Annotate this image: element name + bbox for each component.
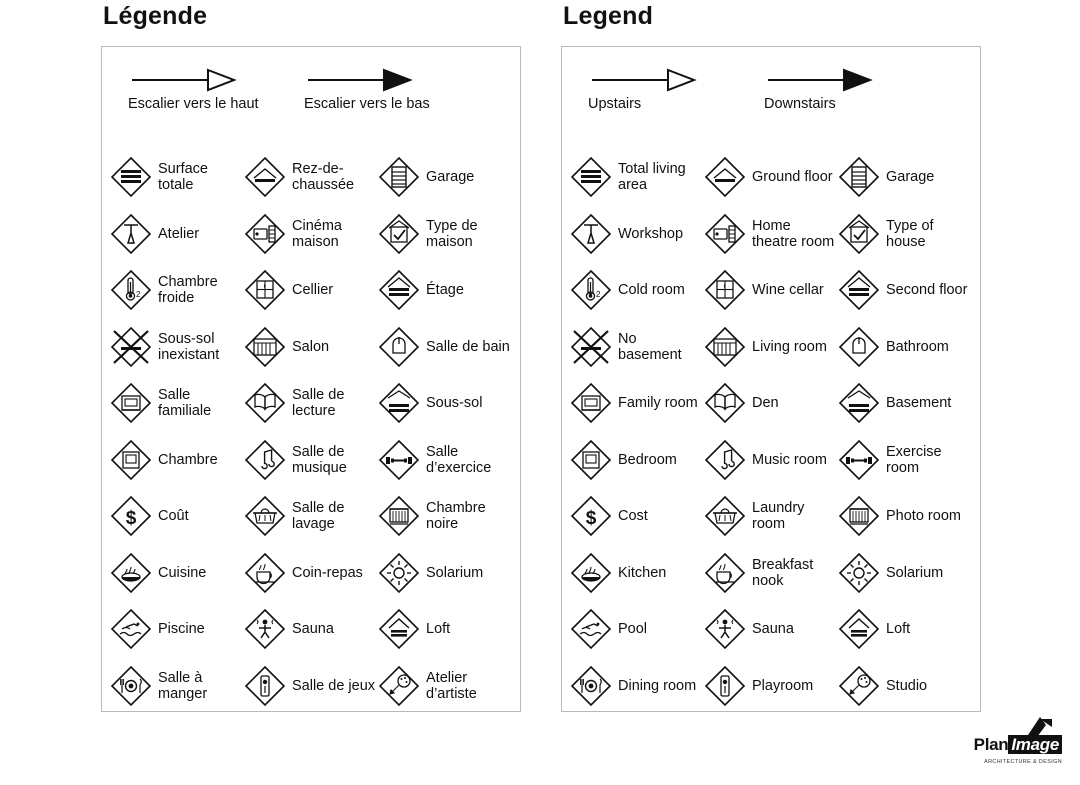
cold-room-icon [110,269,152,311]
loft-icon [838,608,880,650]
legend-item-label: Basement [886,395,952,412]
home-theatre-icon [244,213,286,255]
legend-item [110,319,244,376]
legend-arrow-downstairs [302,67,482,113]
legend-item [570,432,704,489]
legend-item [704,545,838,602]
studio-icon [378,665,420,707]
legend-item-label: Chambre froide [158,274,218,307]
legend-item [110,149,244,206]
kitchen-icon [110,552,152,594]
legend-item [110,545,244,602]
legend-item [110,262,244,319]
legend-item [244,545,378,602]
legend-item-label: Studio [886,677,928,694]
svg-text:$: $ [125,508,137,530]
page-title-fr: Légende [103,2,208,30]
svg-text:2: 2 [596,290,601,300]
legend-item-label: Type of house [886,217,934,250]
arrow-outline-right-icon [130,67,240,93]
legend-item [110,432,244,489]
family-room-icon [110,382,152,424]
music-room-icon [244,439,286,481]
legend-item [570,488,704,545]
legend-item [704,488,838,545]
legend-item-label: Solarium [426,564,484,581]
loft-icon [378,608,420,650]
legend-item-label: Ground floor [752,169,833,186]
legend-item [110,206,244,263]
second-floor-icon [838,269,880,311]
cold-room-icon [570,269,612,311]
legend-item-label: Pool [618,621,648,638]
legend-item [378,262,512,319]
logo-word-italic: Image [1008,735,1062,754]
legend-item-label: Cellier [292,282,334,299]
arrow-upstairs-label: Escalier vers le haut [128,96,259,112]
legend-item-label: Breakfast nook [752,556,814,589]
legend-item-label: Exercise room [886,443,942,476]
legend-grid-english [570,149,974,714]
legend-item-label: Bedroom [618,451,677,468]
planimage-logo [942,715,1062,767]
legend-item-label: Salle de lavage [292,500,345,533]
legend-item-label: No basement [618,330,682,363]
legend-item [570,319,704,376]
arrow-solid-right-icon [766,67,876,93]
legend-item [838,658,972,715]
legend-item [570,375,704,432]
playroom-icon [704,665,746,707]
kitchen-icon [570,552,612,594]
legend-item [378,545,512,602]
cost-icon [570,495,612,537]
cost-icon [110,495,152,537]
legend-item-label: Rez-de-chaussée [292,161,355,194]
legend-item [244,601,378,658]
legend-item [244,488,378,545]
garage-icon [838,156,880,198]
legend-item-label: Étage [426,282,464,299]
legend-item [378,658,512,715]
legend-grid-french [110,149,514,714]
legend-item [244,375,378,432]
legend-item-label: Atelier d’artiste [426,669,477,702]
legend-item [838,149,972,206]
legend-item [570,262,704,319]
exercise-room-icon [838,439,880,481]
legend-item [838,262,972,319]
legend-item-label: Garage [886,169,935,186]
legend-arrow-upstairs [126,67,306,113]
arrow-upstairs-label: Upstairs [588,96,642,112]
legend-item-label: Living room [752,338,827,355]
garage-icon [378,156,420,198]
legend-item-label: Den [752,395,779,412]
second-floor-icon [378,269,420,311]
legend-item-label: Total living area [618,161,686,194]
arrow-outline-right-icon [590,67,700,93]
living-room-icon [244,326,286,368]
arrow-solid-right-icon [306,67,416,93]
legend-panel-french [101,46,521,712]
legend-item [570,658,704,715]
sauna-icon [244,608,286,650]
logo-wordmark [974,735,1062,755]
legend-item [570,545,704,602]
wine-cellar-icon [244,269,286,311]
legend-item [704,601,838,658]
legend-item-label: Sous-sol inexistant [158,330,220,363]
legend-item [838,545,972,602]
music-room-icon [704,439,746,481]
workshop-icon [110,213,152,255]
legend-item [110,375,244,432]
legend-item-label: Salon [292,338,330,355]
legend-item-label: Sauna [752,621,794,638]
wine-cellar-icon [704,269,746,311]
basement-icon [378,382,420,424]
dining-room-icon [570,665,612,707]
bathroom-icon [378,326,420,368]
legend-item-label: Chambre [158,451,218,468]
legend-item-label: Loft [886,621,911,638]
legend-item-label: Cuisine [158,564,207,581]
total-living-area-icon [110,156,152,198]
legend-item-label: Type de maison [426,217,478,250]
legend-item-label: Second floor [886,282,968,299]
legend-item [838,432,972,489]
legend-item-label: Salle d’exercice [426,443,492,476]
arrow-downstairs-label: Downstairs [764,96,836,112]
family-room-icon [570,382,612,424]
legend-item [838,206,972,263]
basement-icon [838,382,880,424]
legend-item [378,375,512,432]
legend-panel-english [561,46,981,712]
legend-item [244,658,378,715]
legend-item [838,488,972,545]
legend-item-label: Sauna [292,621,334,638]
logo-tagline: ARCHITECTURE & DESIGN [984,759,1062,765]
ground-floor-icon [244,156,286,198]
legend-item [570,149,704,206]
photo-room-icon [378,495,420,537]
legend-item [704,319,838,376]
house-type-icon [838,213,880,255]
pool-icon [110,608,152,650]
legend-item-label: Home theatre room [752,217,835,250]
legend-item-label: Loft [426,621,451,638]
legend-item [704,206,838,263]
legend-item-label: Salle à manger [158,669,208,702]
legend-item [570,206,704,263]
no-basement-icon [570,326,612,368]
solarium-icon [838,552,880,594]
legend-item-label: Atelier [158,225,200,242]
legend-item-label: Wine cellar [752,282,824,299]
legend-item [244,262,378,319]
legend-item-label: Family room [618,395,698,412]
legend-item-label: Cold room [618,282,685,299]
home-theatre-icon [704,213,746,255]
legend-item-label: Bathroom [886,338,949,355]
living-room-icon [704,326,746,368]
sauna-icon [704,608,746,650]
legend-item-label: Piscine [158,621,205,638]
legend-item-label: Coût [158,508,189,525]
legend-item-label: Salle de jeux [292,677,376,694]
legend-item [378,149,512,206]
legend-item-label: Cinéma maison [292,217,342,250]
legend-item-label: Chambre noire [426,500,486,533]
arrow-legend-group [562,67,980,143]
legend-item-label: Salle de lecture [292,387,345,420]
legend-item [244,149,378,206]
pool-icon [570,608,612,650]
legend-arrow-downstairs [762,67,942,113]
legend-item [244,206,378,263]
total-living-area-icon [570,156,612,198]
legend-item-label: Garage [426,169,475,186]
legend-item [838,601,972,658]
dining-room-icon [110,665,152,707]
legend-item-label: Workshop [618,225,684,242]
legend-item-label: Salle de bain [426,338,510,355]
laundry-room-icon [704,495,746,537]
legend-item [570,601,704,658]
page-title-en: Legend [563,2,654,30]
legend-item-label: Salle de musique [292,443,347,476]
bathroom-icon [838,326,880,368]
legend-item [704,149,838,206]
legend-item [110,488,244,545]
legend-item-label: Solarium [886,564,944,581]
den-icon [244,382,286,424]
legend-item-label: Laundry room [752,500,805,533]
breakfast-nook-icon [244,552,286,594]
legend-item-label: Coin-repas [292,564,363,581]
playroom-icon [244,665,286,707]
ground-floor-icon [704,156,746,198]
legend-item [838,319,972,376]
legend-item [378,206,512,263]
legend-item-label: Salle familiale [158,387,212,420]
breakfast-nook-icon [704,552,746,594]
legend-item-label: Music room [752,451,827,468]
laundry-room-icon [244,495,286,537]
legend-item [244,319,378,376]
legend-item [378,488,512,545]
exercise-room-icon [378,439,420,481]
studio-icon [838,665,880,707]
legend-arrow-upstairs [586,67,766,113]
no-basement-icon [110,326,152,368]
legend-item-label: Surface totale [158,161,208,194]
den-icon [704,382,746,424]
legend-item-label: Dining room [618,677,697,694]
legend-item [378,319,512,376]
legend-item [704,432,838,489]
photo-room-icon [838,495,880,537]
legend-item-label: Sous-sol [426,395,483,412]
arrow-legend-group [102,67,520,143]
legend-item-label: Cost [618,508,648,525]
legend-item [110,658,244,715]
logo-word-plain: Plan [973,735,1009,754]
legend-item-label: Playroom [752,677,814,694]
legend-item [110,601,244,658]
legend-item [704,262,838,319]
bedroom-icon [570,439,612,481]
bedroom-icon [110,439,152,481]
workshop-icon [570,213,612,255]
house-type-icon [378,213,420,255]
svg-text:$: $ [585,508,597,530]
legend-item [378,432,512,489]
legend-item [704,375,838,432]
solarium-icon [378,552,420,594]
svg-text:2: 2 [136,290,141,300]
legend-item-label: Kitchen [618,564,667,581]
legend-item-label: Photo room [886,508,961,525]
legend-item [838,375,972,432]
legend-item [378,601,512,658]
legend-item [704,658,838,715]
arrow-downstairs-label: Escalier vers le bas [304,96,430,112]
legend-item [244,432,378,489]
